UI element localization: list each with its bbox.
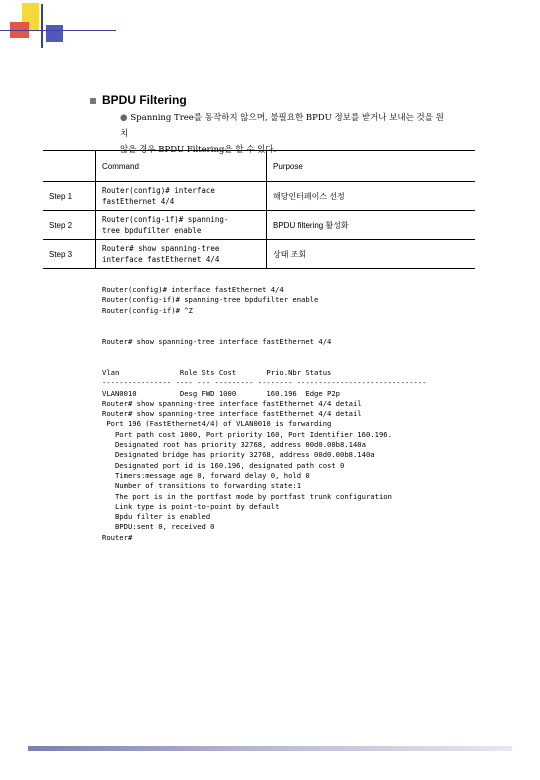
table-row (43, 240, 475, 269)
output-code-block: Vlan Role Sts Cost Prio.Nbr Status ---------------- ---- --- --------- -------- ------------------------------ VLAN0010 Desg FWD 1000 160.196 Edge P2p Router# show spanning-tree interface fastEthernet 4/4 detail Router# show spanning-tree interface fastEthernet 4/4 detail Port 196 (FastEthernet4/4) of VLAN0010 is forwarding Port path cost 1000, Port priority 160, Port Identifier 160.196. Designated root has priority 32768, address 00d0.00b8.140a Designated bridge has priority 32768, address 00d0.00b8.140a Designated port id is 160.196, designated path cost 0 Timers:message age 0, forward delay 0, hold 0 Number of transitions to forwarding state:1 The port is in the portfast mode by portfast trunk configuration Link type is point-to-point by default Bpdu filter is enabled BPDU:sent 0, received 0 Router# (102, 368, 427, 542)
table-header-cell: Purpose (267, 151, 476, 182)
command-cell: Router# show spanning-tree interface fastEthernet 4/4 (96, 240, 267, 269)
table-header-cell (43, 151, 96, 182)
section-heading (90, 93, 187, 107)
step-cell: Step 1 (43, 182, 96, 211)
config-code-block: Router(config)# interface fastEthernet 4/4 Router(config-if)# spanning-tree bpdufilter enable Router(config-if)# ^Z (102, 285, 319, 315)
purpose-cell: 상태 조회 (267, 240, 476, 269)
table-row (43, 182, 475, 211)
purpose-cell: 해당인터페이스 선정 (267, 182, 476, 211)
command-table (43, 150, 475, 269)
description-line-1: ● Spanning Tree를 동작하지 않으며, 불필요한 BPDU 정보를 받거나 보내는 것을 원치 (120, 113, 444, 139)
purpose-cell: BPDU filtering 활성화 (267, 211, 476, 240)
logo-vertical-line (41, 4, 43, 48)
show-command-line: Router# show spanning-tree interface fastEthernet 4/4 (102, 337, 332, 346)
command-cell: Router(config-if)# spanning- tree bpdufilter enable (96, 211, 267, 240)
footer-gradient-bar (28, 746, 512, 751)
step-cell: Step 3 (43, 240, 96, 269)
bullet-dot-icon: ● (120, 113, 128, 123)
logo-blue-square (46, 25, 63, 42)
step-cell: Step 2 (43, 211, 96, 240)
logo-horizontal-line (0, 30, 116, 31)
logo-decoration (0, 0, 120, 60)
command-cell: Router(config)# interface fastEthernet 4/4 (96, 182, 267, 211)
heading-text: BPDU Filtering (102, 93, 187, 107)
table-row (43, 211, 475, 240)
square-bullet-icon (90, 98, 96, 104)
description-line-2: 않을 경우 BPDU Filtering을 할 수 있다. (120, 145, 277, 155)
table-header-row (43, 151, 475, 182)
table-header-cell: Command (96, 151, 267, 182)
